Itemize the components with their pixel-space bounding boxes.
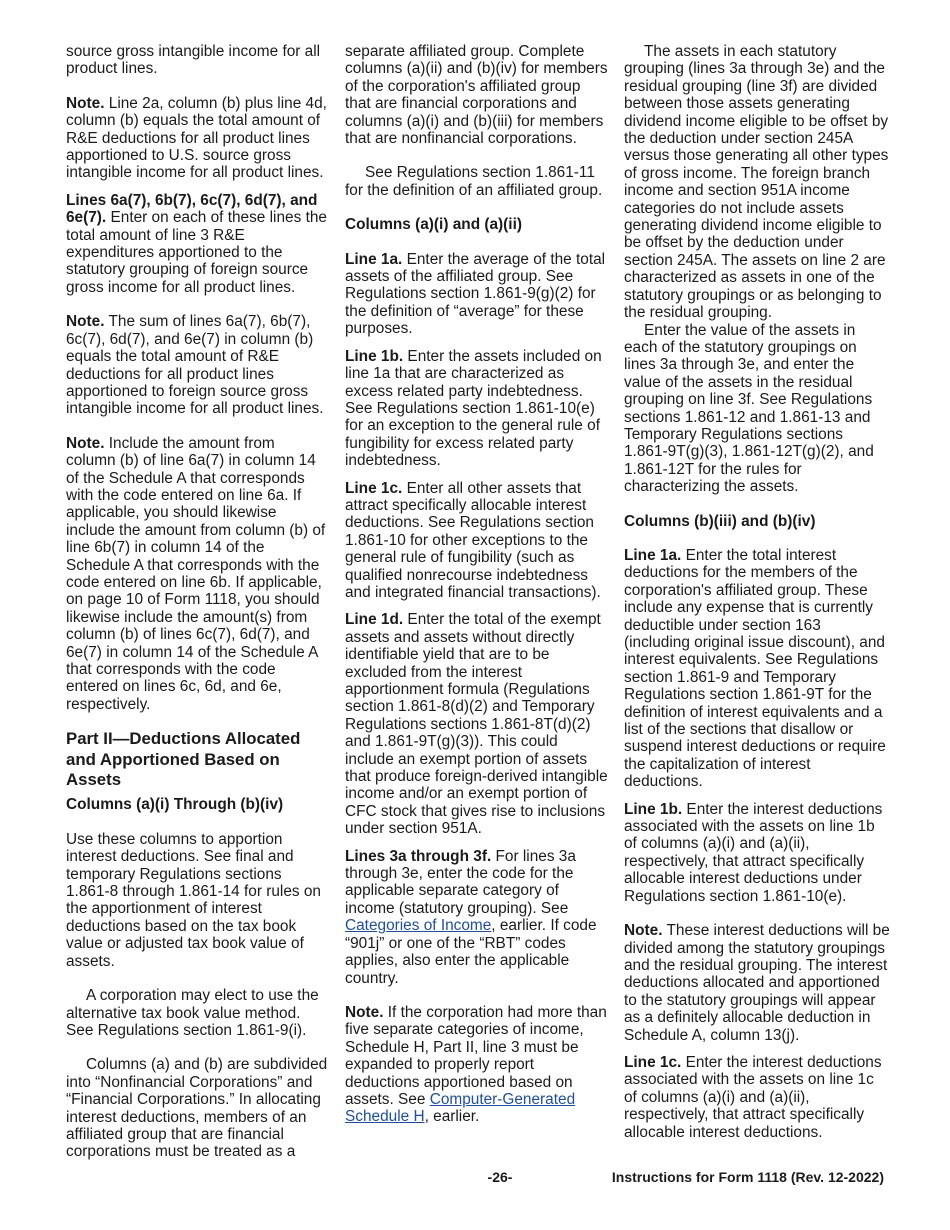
paragraph: The assets in each statutory grouping (lines 3a through 3e) and the residual grouping (line 3f) are divided between those assets generating dividend income eligible to be offset by the deduction under section 245A versus those generating all other types of gross income. The foreign branch income and section 951A income categories do not include assets generating dividend income eligible to be offset by the deduction under section 245A. The assets on line 2 are characterized as assets in one of the statutory groupings or as belonging to the residual grouping. (624, 43, 889, 322)
run-in-heading: Note. (66, 313, 105, 331)
lines-3-paragraph: Lines 3a through 3f. For lines 3a through 3e, enter the code for the applicable separate category of income (statutory grouping). See Categories of Income, earlier. If code “901j” or one of the “RBT” codes applies, also enter the applicable country. (345, 847, 597, 987)
subsection-heading: Columns (b)(iii) and (b)(iv) (624, 512, 816, 530)
run-in-heading: Lines 3a through 3f. (345, 847, 492, 865)
paragraph: Columns (a) and (b) are subdivided into “Nonfinancial Corporations” and “Financial Corporations.” In allocating interest deductions, members of an affiliated group that are financial corporations must be treated as a (66, 1056, 328, 1161)
line-1a-paragraph: Line 1a. Enter the average of the total assets of the affiliated group. See Regulations section 1.861-9(g)(2) for the definition of “average” for these purposes. (345, 250, 606, 338)
run-in-heading: Line 1b. (624, 800, 683, 818)
line-1c-paragraph: Line 1c. Enter the interest deductions associated with the assets on line 1c of columns (a)(i) and (a)(ii), respectively, that attract specifically allocable interest deductions. (624, 1053, 882, 1141)
run-in-heading: Line 1a. (345, 250, 403, 268)
paragraph: Use these columns to apportion interest deductions. See final and temporary Regulations sections 1.861-8 through 1.861-14 for rules on the apportionment of interest deductions based on the tax book value or adjusted tax book value of assets. (66, 830, 321, 970)
categories-of-income-link[interactable]: Categories of Income (345, 917, 492, 935)
lines-6-paragraph: Lines 6a(7), 6b(7), 6c(7), 6d(7), and 6e(7). Enter on each of these lines the total amount of line 3 R&E expenditures apportioned to the statutory grouping of foreign source gross income for all product lines. (66, 191, 327, 296)
run-in-heading: Note. (624, 922, 663, 940)
run-in-heading: Line 1c. (345, 479, 403, 497)
paragraph: Enter the value of the assets in each of the statutory groupings on lines 3a through 3e, and enter the value of the assets in the residual grouping on line 3f. See Regulations sections 1.861-12 and 1.861-13 and Temporary Regulations sections 1.861-9T(g)(3), 1.861-12T(g)(2), and 1.861-12T for the rules for characterizing the assets. (624, 321, 874, 496)
line-1b-paragraph: Line 1b. Enter the assets included on line 1a that are characterized as excess related party indebtedness. See Regulations section 1.861-10(e) for an exception to the general rule of fungibility for excess related party indebtedness. (345, 347, 602, 470)
line-1b-paragraph: Line 1b. Enter the interest deductions associated with the assets on line 1b of columns (a)(i) and (a)(ii), respectively, that attract specifically allocable interest deductions under Regulations section 1.861-10(e). (624, 800, 883, 905)
note-paragraph: Note. Include the amount from column (b) of line 6a(7) in column 14 of the Schedule A that corresponds with the code entered on line 6a. If applicable, you should likewise include the amount from column (b) of line 6b(7) in column 14 of the Schedule A that corresponds with the code entered on line 6b. If applicable, on page 10 of Form 1118, you should likewise include the amount(s) from column (b) of lines 6c(7), 6d(7), and 6e(7) in column 14 of the Schedule A that corresponds with the code entered on lines 6c, 6d, and 6e, respectively. (66, 434, 326, 713)
page-footer (66, 1169, 890, 1187)
run-in-heading: Line 1a. (624, 546, 682, 564)
note-paragraph: Note. If the corporation had more than five separate categories of income, Schedule H, Part II, line 3 must be expanded to properly report deductions apportioned based on assets. See Computer-Generated Schedule H, earlier. (345, 1003, 607, 1126)
section-heading-part-ii: Part II—Deductions Allocated and Apportioned Based on Assets (66, 729, 301, 790)
subsection-heading: Columns (a)(i) Through (b)(iv) (66, 796, 284, 814)
paragraph: A corporation may elect to use the alternative tax book value method. See Regulations section 1.861-9(i). (66, 987, 319, 1039)
run-in-heading: Line 1c. (624, 1053, 682, 1071)
paragraph: source gross intangible income for all product lines. (66, 43, 321, 78)
run-in-heading: Note. (345, 1003, 384, 1021)
note-paragraph: Note. These interest deductions will be divided among the statutory groupings and the residual grouping. The interest deductions allocated and apportioned to the statutory groupings will appear as a definitely allocable deduction in Schedule A, column 13(j). (624, 922, 890, 1044)
page-number: -26- (487, 1169, 513, 1185)
line-1c-paragraph: Line 1c. Enter all other assets that attract specifically allocable interest deductions. See Regulations section 1.861-10 for other exceptions to the general rule of fungibility (such as qualified nonrecourse indebtedness and integrated financial transactions). (345, 479, 601, 601)
subsection-heading: Columns (a)(i) and (a)(ii) (345, 216, 522, 234)
line-1d-paragraph: Line 1d. Enter the total of the exempt assets and assets without directly identifiable yield that are to be excluded from the interest apportionment formula (Regulations section 1.861-8(d)(2) and Temporary Regulations sections 1.861-8T(d)(2) and 1.861-9T(g)(3)). This could include an exempt portion of assets that produce foreign-derived intangible income and/or an exempt portion of CFC stock that gives rise to inclusions under section 951A. (345, 611, 608, 838)
note-paragraph: Note. Line 2a, column (b) plus line 4d, column (b) equals the total amount of R&E deductions for all product lines apportioned to U.S. source gross intangible income for all product lines. (66, 94, 327, 182)
run-in-heading: Line 1d. (345, 611, 404, 629)
paragraph: separate affiliated group. Complete columns (a)(ii) and (b)(iv) for members of the corporation's affiliated group that are financial corporations and columns (a)(i) and (b)(iii) for members that are nonfinancial corporations. (345, 43, 608, 148)
run-in-heading: Note. (66, 94, 105, 112)
form-title: Instructions for Form 1118 (Rev. 12-2022) (611, 1169, 884, 1185)
column-3 (624, 43, 890, 1151)
run-in-heading: Lines 6a(7), 6b(7), 6c(7), 6d(7), and 6e(7). (66, 191, 318, 227)
column-2 (345, 43, 609, 1136)
run-in-heading: Line 1b. (345, 347, 404, 365)
line-1a-paragraph: Line 1a. Enter the total interest deductions for the members of the corporation's affiliated group. These include any expense that is currently deductible under section 163 (including original issue discount), and interest equivalents. See Regulations section 1.861-9 and Temporary Regulations section 1.861-9T for the definition of interest equivalents and a list of the sections that disallow or suspend interest deductions or require the capitalization of interest deductions. (624, 546, 886, 791)
column-1 (66, 43, 328, 1161)
computer-generated-schedule-h-link[interactable]: Computer-Generated Schedule H (345, 1090, 576, 1126)
run-in-heading: Note. (66, 434, 105, 452)
paragraph: See Regulations section 1.861-11 for the definition of an affiliated group. (345, 164, 603, 199)
note-paragraph: Note. The sum of lines 6a(7), 6b(7), 6c(7), 6d(7), and 6e(7) in column (b) equals the total amount of R&E deductions for all product lines apportioned to foreign source gross intangible income for all product lines. (66, 313, 324, 418)
